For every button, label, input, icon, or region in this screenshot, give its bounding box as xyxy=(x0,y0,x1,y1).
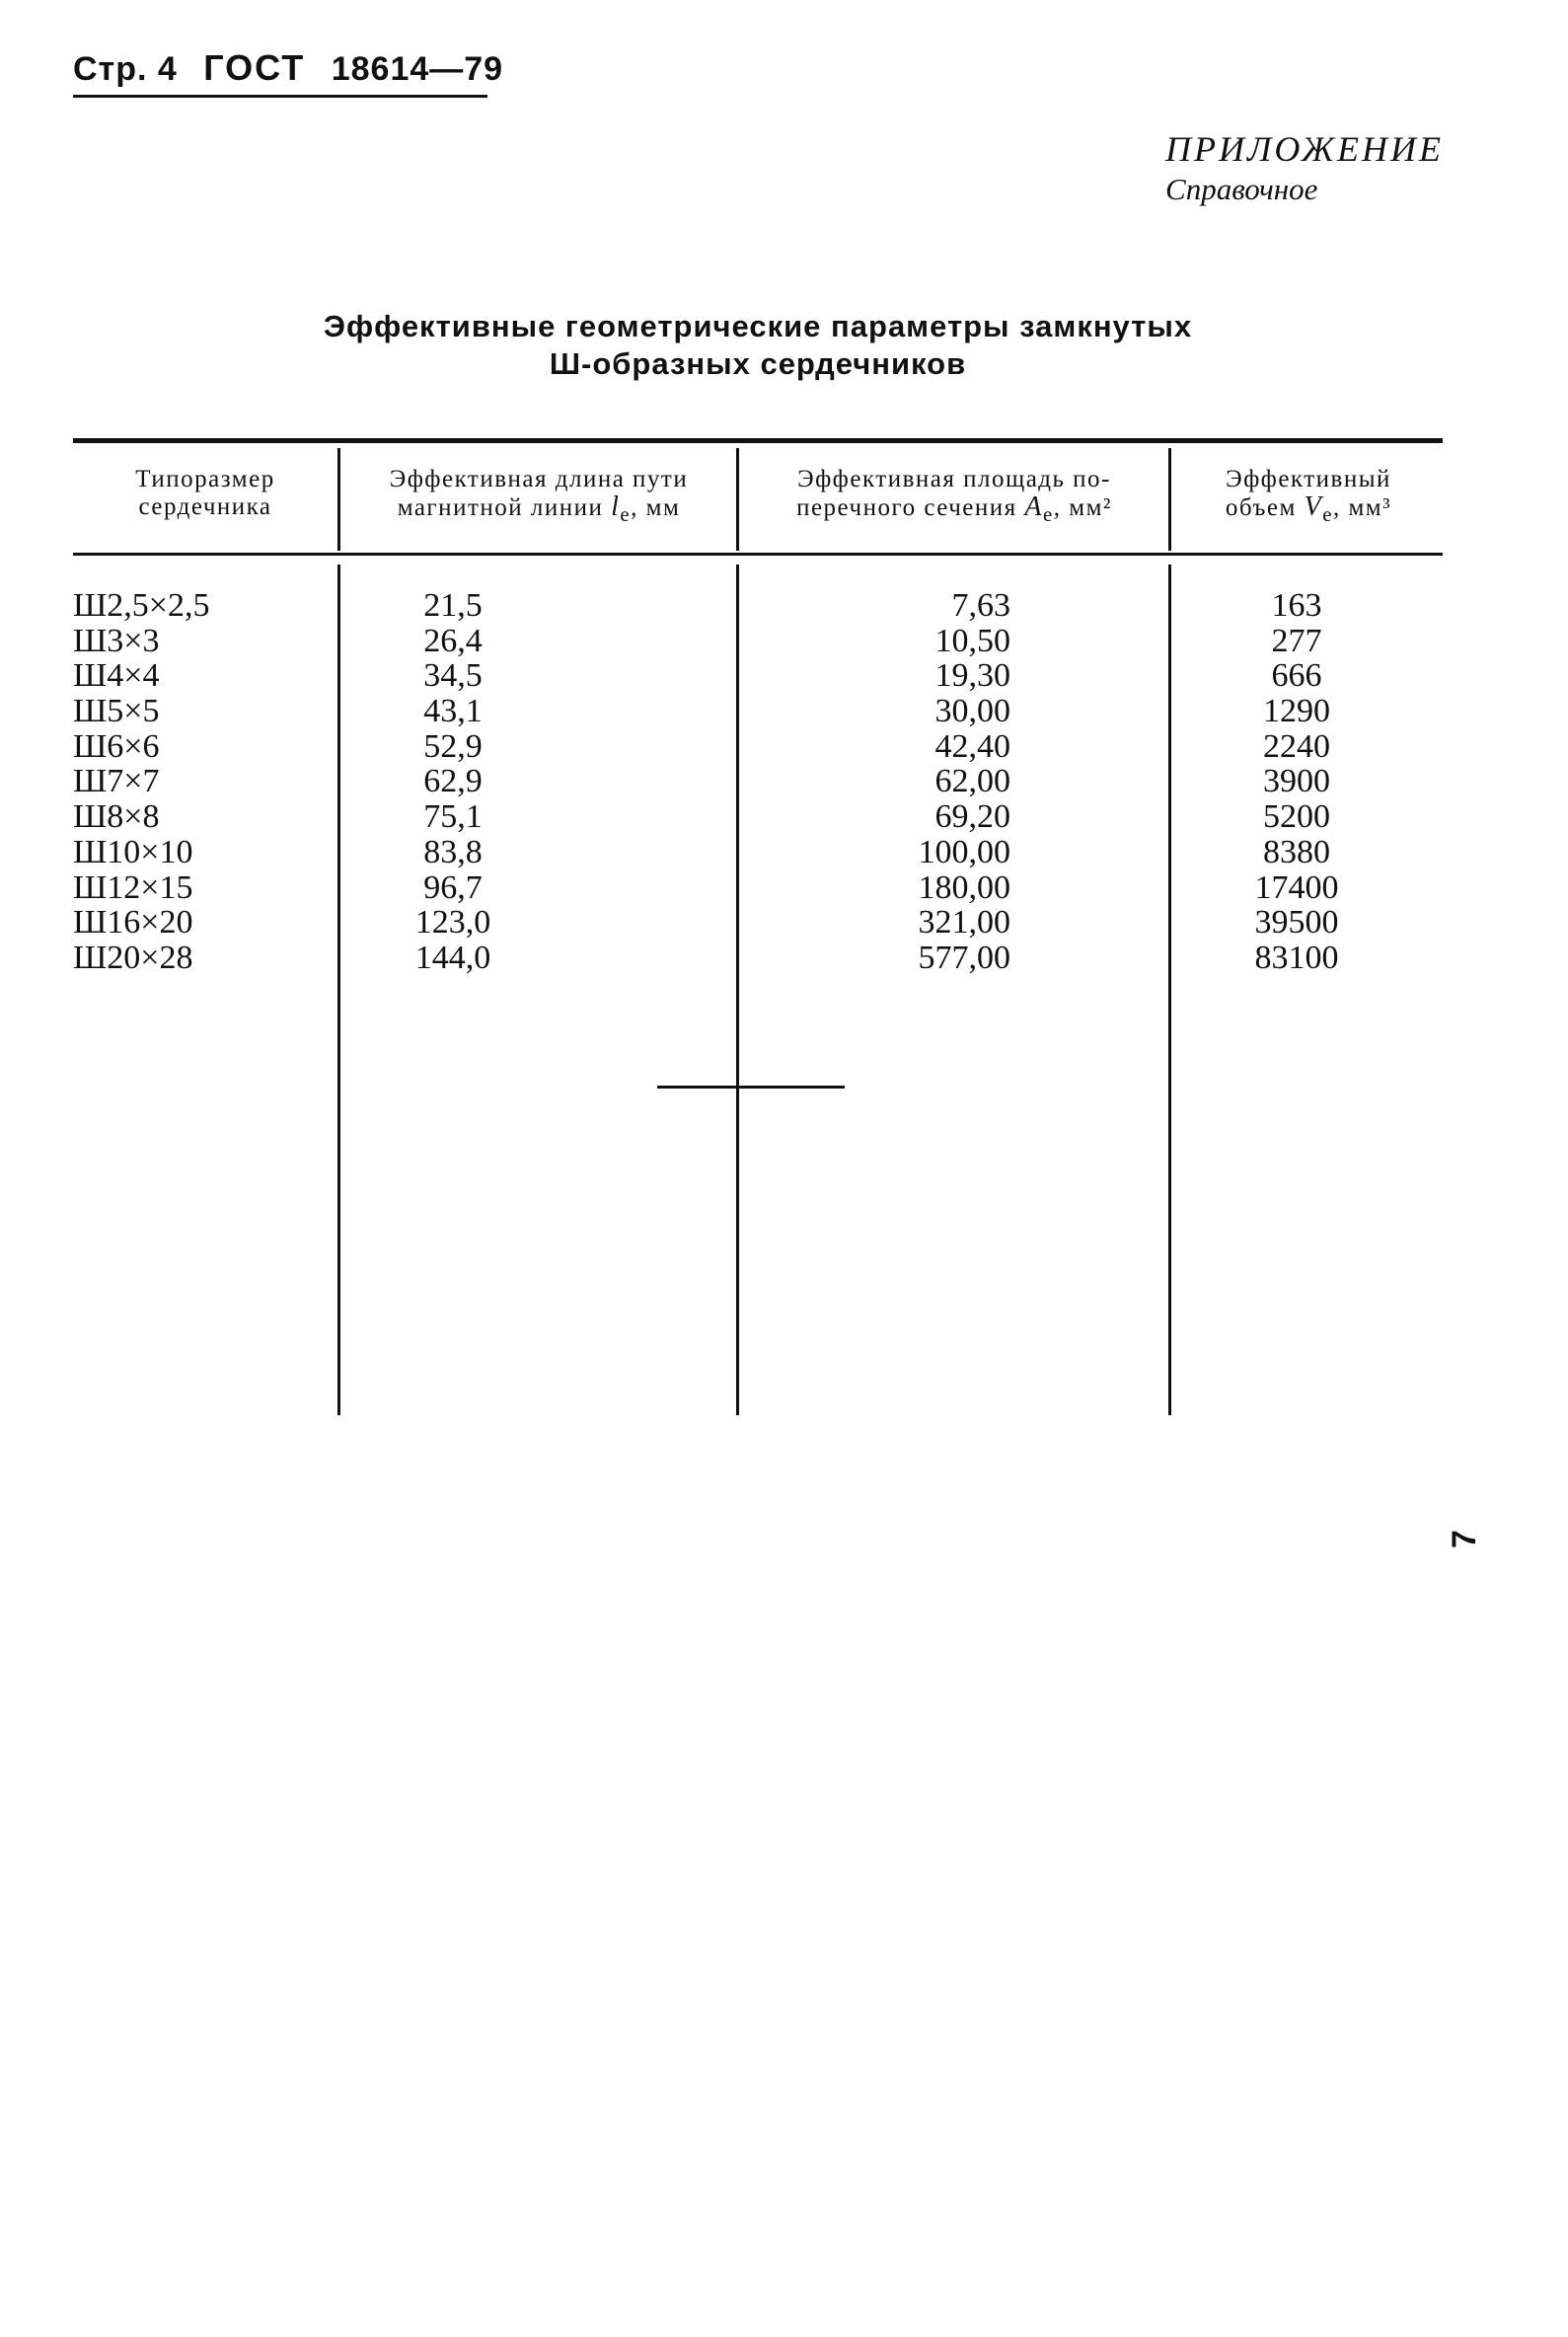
column-divider xyxy=(1168,448,1171,551)
table-row: Ш7×7 62,9 62,00 3900 xyxy=(73,763,1330,800)
column-divider xyxy=(337,448,340,551)
table-body xyxy=(73,588,1443,976)
table-row: Ш8×8 75,1 69,20 5200 xyxy=(73,798,1330,836)
table-row: Ш10×10 83,8 100,00 8380 xyxy=(73,833,1330,870)
appendix-block xyxy=(1165,128,1444,207)
column-divider xyxy=(736,448,739,551)
standard-label: ГОСТ xyxy=(203,47,306,88)
table-row: Ш6×6 52,9 42,40 2240 xyxy=(73,727,1330,765)
table-title xyxy=(73,308,1443,383)
table-row: Ш2,5×2,5 21,5 7,63 163 xyxy=(73,587,1322,624)
header-path-length: Эффективная длина пути магнитной линии $l_e$, мм xyxy=(389,466,689,526)
end-divider xyxy=(657,1086,845,1089)
table-row: Ш5×5 43,1 30,00 1290 xyxy=(73,693,1330,730)
header-volume: Эффективный объем $V_e$, мм³ xyxy=(1225,466,1392,526)
header-size: Типоразмер сердечника xyxy=(135,466,275,520)
table-row: Ш3×3 26,4 10,50 277 xyxy=(73,622,1322,659)
table-row: Ш16×20 123,0 321,00 39500 xyxy=(73,904,1339,942)
table-top-rule xyxy=(73,438,1443,443)
table-title-line1: Эффективные геометрические параметры замкнутых xyxy=(323,309,1193,343)
page-label: Стр. 4 xyxy=(73,50,178,88)
standard-number: 18614—79 xyxy=(331,50,504,88)
page-header xyxy=(73,47,519,89)
header-rule-bottom xyxy=(73,553,1443,556)
appendix-subtitle: Справочное xyxy=(1165,172,1318,206)
table-row: Ш4×4 34,5 19,30 666 xyxy=(73,657,1322,695)
appendix-title: ПРИЛОЖЕНИЕ xyxy=(1165,129,1444,169)
header-cross-section: Эффективная площадь по- перечного сечения $A_e$, мм² xyxy=(796,466,1112,526)
table-row: Ш12×15 96,7 180,00 17400 xyxy=(73,868,1339,906)
table-row: Ш20×28 144,0 577,00 83100 xyxy=(73,939,1339,976)
header-rule xyxy=(73,95,487,98)
table-title-line2: Ш-образных сердечников xyxy=(549,346,967,381)
side-page-number: 7 xyxy=(1445,1530,1483,1548)
